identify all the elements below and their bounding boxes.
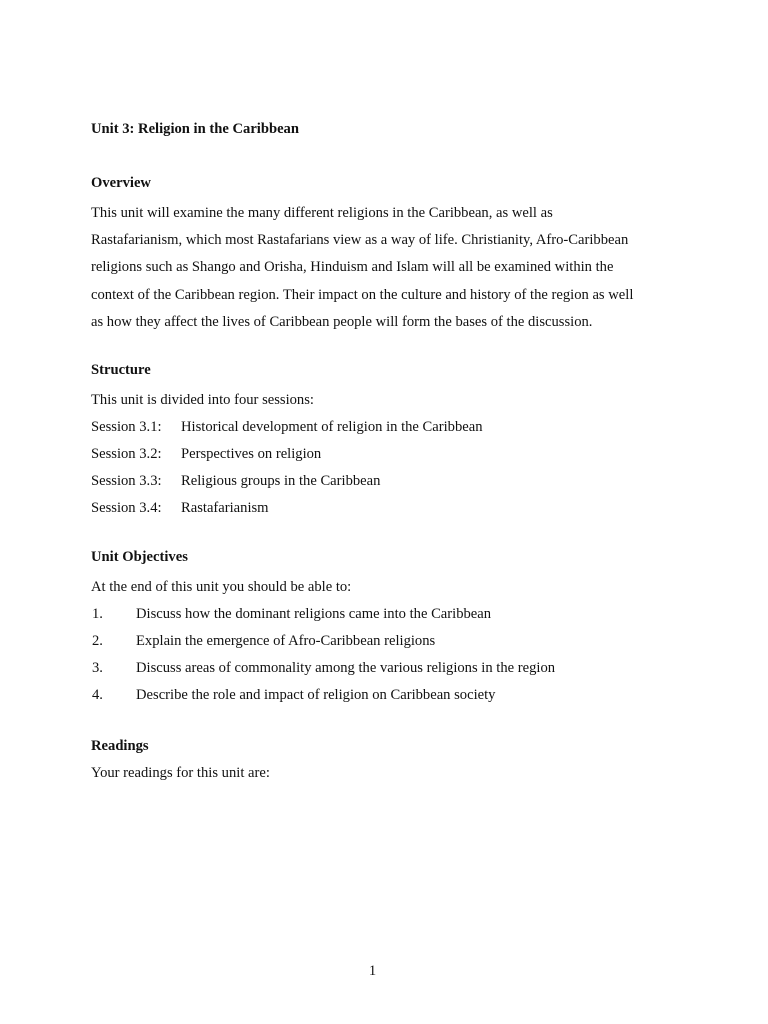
objective-number: 4. xyxy=(92,687,103,703)
readings-intro: Your readings for this unit are: xyxy=(91,765,270,781)
objective-number: 1. xyxy=(92,606,103,622)
objective-number: 3. xyxy=(92,660,103,676)
objectives-intro: At the end of this unit you should be able to: xyxy=(91,579,352,595)
objectives-heading: Unit Objectives xyxy=(91,549,188,565)
session-row xyxy=(91,495,691,522)
session-title: Historical development of religion in the Caribbean xyxy=(181,419,483,435)
session-label: Session 3.3: xyxy=(91,473,162,489)
objective-text: Discuss areas of commonality among the various religions in the region xyxy=(136,660,556,676)
objective-text: Describe the role and impact of religion on Caribbean society xyxy=(136,687,496,703)
session-row xyxy=(91,441,691,468)
session-label: Session 3.4: xyxy=(91,500,162,516)
overview-heading: Overview xyxy=(91,175,151,191)
session-title: Religious groups in the Caribbean xyxy=(181,473,381,489)
objective-text: Discuss how the dominant religions came into the Caribbean xyxy=(136,606,492,622)
overview-line: This unit will examine the many different religions in the Caribbean, as well as xyxy=(91,205,553,221)
objectives-list xyxy=(91,574,691,709)
objective-item xyxy=(91,655,691,682)
overview-paragraph xyxy=(91,200,691,336)
session-label: Session 3.2: xyxy=(91,446,162,462)
session-label: Session 3.1: xyxy=(91,419,162,435)
document-title: Unit 3: Religion in the Caribbean xyxy=(91,121,299,137)
objective-text: Explain the emergence of Afro-Caribbean religions xyxy=(136,633,436,649)
session-title: Rastafarianism xyxy=(181,500,269,516)
objective-item xyxy=(91,628,691,655)
overview-line: as how they affect the lives of Caribbean people will form the bases of the discussion. xyxy=(91,313,593,330)
objective-item xyxy=(91,682,691,709)
readings-heading: Readings xyxy=(91,738,149,754)
structure-heading: Structure xyxy=(91,362,151,378)
overview-line: religions such as Shango and Orisha, Hinduism and Islam will all be examined within the xyxy=(91,259,614,276)
objective-item xyxy=(91,601,691,628)
page-number: 1 xyxy=(368,963,377,979)
structure-intro: This unit is divided into four sessions: xyxy=(91,392,314,408)
session-row xyxy=(91,414,691,441)
overview-line: Rastafarianism, which most Rastafarians view as a way of life. Christianity, Afro-Caribbean xyxy=(91,232,629,249)
objective-number: 2. xyxy=(92,633,103,649)
session-row xyxy=(91,468,691,495)
session-title: Perspectives on religion xyxy=(181,446,322,462)
structure-list xyxy=(91,387,691,522)
overview-line: context of the Caribbean region. Their impact on the culture and history of the region as well xyxy=(91,286,634,303)
